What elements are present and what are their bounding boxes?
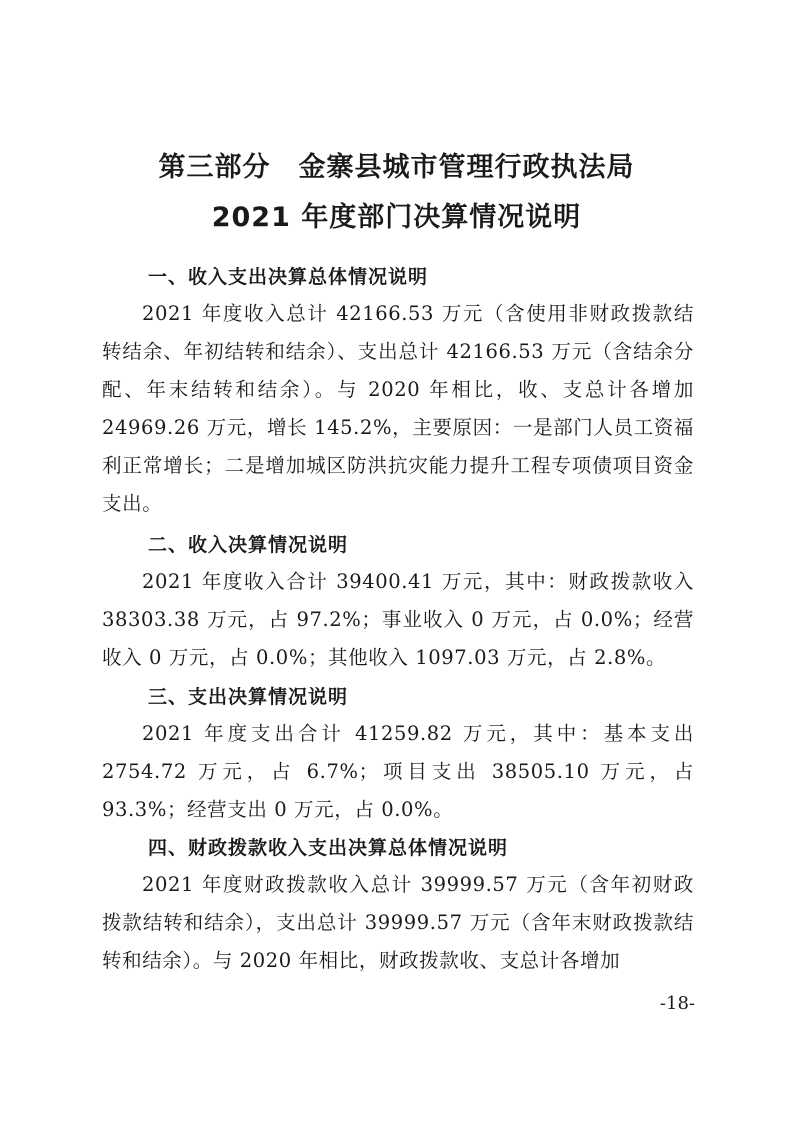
section-body-3: 2021 年度支出合计 41259.82 万元，其中：基本支出 2754.72 万元，占 6.7%；项目支出 38505.10 万元，占 93.3%；经营支出 0 万元，占 0.0%。 bbox=[102, 722, 694, 821]
section-heading-2: 二、收入决算情况说明 bbox=[148, 534, 349, 556]
title-part-label: 第三部分 bbox=[158, 152, 271, 183]
section-body-4: 2021 年度财政拨款收入总计 39999.57 万元（含年初财政拨款结转和结余），支出总计 39999.57 万元（含年末财政拨款结转和结余）。与 2020 年相比，财政拨款收、支总计各增加 bbox=[102, 873, 694, 972]
section-heading-3: 三、支出决算情况说明 bbox=[148, 686, 349, 708]
title-department-name: 金寨县城市管理行政执法局 bbox=[298, 152, 635, 183]
document-title-line-1 bbox=[0, 145, 793, 184]
page-number: -18- bbox=[659, 993, 695, 1014]
section-heading-1: 一、收入支出决算总体情况说明 bbox=[148, 266, 429, 288]
section-body-1: 2021 年度收入总计 42166.53 万元（含使用非财政拨款结转结余、年初结转和结余）、支出总计 42166.53 万元（含结余分配、年末结转和结余）。与 2020 年相比，收、支总计各增加 24969.26 万元，增长 145.2%，主要原因：一是部门人员工资福利正常增长；二是增加城区防洪抗灾能力提升工程专项债项目资金支出。 bbox=[102, 302, 694, 515]
section-heading-4: 四、财政拨款收入支出决算总体情况说明 bbox=[148, 837, 509, 859]
section-body-2: 2021 年度收入合计 39400.41 万元，其中：财政拨款收入 38303.38 万元，占 97.2%；事业收入 0 万元，占 0.0%；经营收入 0 万元，占 0.0%；其他收入 1097.03 万元，占 2.8%。 bbox=[102, 570, 694, 669]
document-title-line-2: 2021 年度部门决算情况说明 bbox=[211, 202, 582, 233]
